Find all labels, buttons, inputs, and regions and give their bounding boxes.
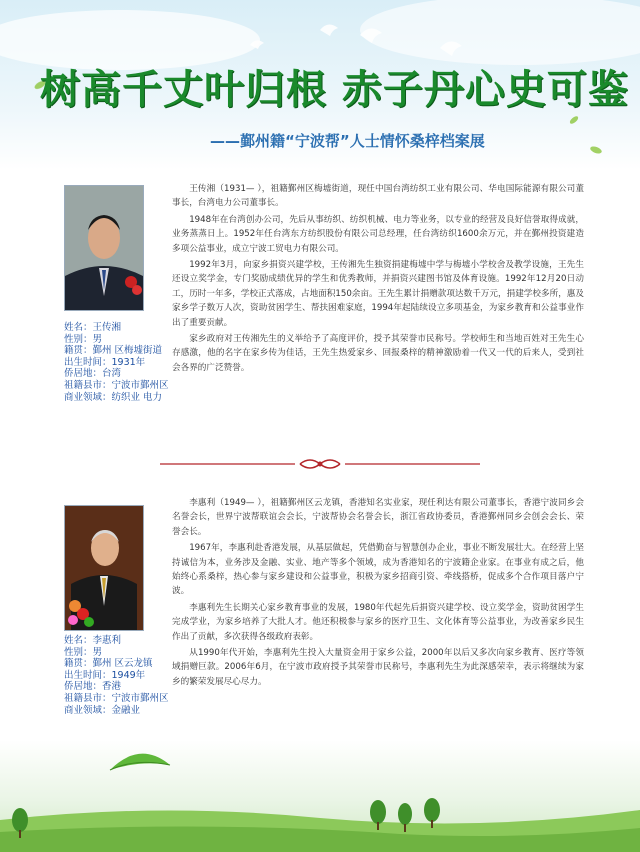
- ornament-divider: [160, 458, 480, 470]
- info-origin: 籍贯：鄞州 区云龙镇: [64, 658, 153, 670]
- info-gender: 性别：男: [64, 646, 103, 658]
- person-2-bio: [172, 496, 584, 724]
- page-title: 树高千丈叶归根 赤子丹心史可鉴: [40, 66, 629, 113]
- bio-paragraph: 1992年3月，向家乡捐资兴建学校，王传湘先生独资捐建梅墟中学与梅墟小学校舍及教学设施，王先生还设立奖学金，专门奖励成绩优异的学生和优秀教师，并捐资兴建图书馆及体育设施。1992年12月20日动工，历时一年多，学校正式落成，占地面积150余亩。王先生累计捐赠款项达数千万元，捐建学校多所，惠及家乡学子数万人次，资助贫困学生、帮扶困难家庭，1994年起陆续设立多项基金，为家乡教育和公益事业作出了重要贡献。: [172, 260, 584, 328]
- info-residence: 侨居地：台湾: [64, 368, 122, 380]
- info-residence: 侨居地：香港: [64, 681, 122, 693]
- info-origin: 籍贯：鄞州 区梅墟街道: [64, 345, 163, 357]
- info-ancestral: 祖籍县市：宁波市鄞州区: [64, 379, 169, 391]
- info-field: 商业领域：金融业: [64, 704, 141, 716]
- bio-paragraph: 李惠利先生长期关心家乡教育事业的发展，1980年代起先后捐资兴建学校、设立奖学金，资助贫困学生完成学业，为家乡培养了大批人才。他还积极参与家乡的医疗卫生、文化体育等公益事业，为改善家乡民生作出了贡献，多次获得各级政府表彰。: [172, 602, 584, 642]
- bio-paragraph: 家乡政府对王传湘先生的义举给予了高度评价，授予其荣誉市民称号。学校师生和当地百姓对王先生心存感激，他的名字在家乡传为佳话，王先生热爱家乡、回报桑梓的精神激励着一代又一代的后来人，受到社会各界的广泛赞誉。: [172, 334, 584, 373]
- info-name: 姓名：王传湘: [64, 322, 122, 333]
- person-1-bio: [172, 182, 584, 444]
- info-birth: 出生时间：1931年: [64, 356, 146, 368]
- portrait-photo-1: [64, 185, 144, 311]
- bio-paragraph: 从1990年代开始，李惠利先生投入大量资金用于家乡公益，2000年以后又多次向家乡教育、医疗等领域捐赠巨款。2006年6月，在宁波市政府授予其荣誉市民称号，李惠利先生为此深感荣幸，表示将继续为家乡的繁荣发展尽心尽力。: [172, 648, 584, 687]
- bio-paragraph: 李惠利（1949— ），祖籍鄞州区云龙镇，香港知名实业家，现任利达有限公司董事长，香港宁波同乡会名誉会长，世界宁波帮联谊会会长，宁波帮协会名誉会长，浙江省政协委员，香港鄞州同乡会创会会长、荣誉会长。: [172, 498, 584, 537]
- portrait-photo-2: [64, 505, 144, 631]
- bio-paragraph: 1967年，李惠利赴香港发展，从基层做起，凭借勤奋与智慧创办企业，事业不断发展壮大。在经营上坚持诚信为本，业务涉及金融、实业、地产等多个领域，成为香港知名的宁波籍企业家。在事业有成之后，他始终心系桑梓，热心参与家乡建设和公益事业，积极为家乡招商引资、牵线搭桥，促成多个合作项目落户宁波。: [172, 543, 584, 597]
- bio-paragraph: 1948年在台湾创办公司，先后从事纺织、纺织机械、电力等业务，以专业的经营及良好信誉取得成就，业务蒸蒸日上。1952年任台湾东方纺织股份有限公司总经理，任台湾纺织1600余万元，并在鄞州投资建造多项公益事业，成立宁波工贸电力有限公司。: [172, 214, 584, 254]
- bio-paragraph: 王传湘（1931— ），祖籍鄞州区梅墟街道，现任中国台湾纺织工业有限公司、华电国际能源有限公司董事长，台湾电力公司董事长。: [172, 184, 584, 209]
- info-ancestral: 祖籍县市：宁波市鄞州区: [64, 692, 169, 704]
- person-2-info: [64, 635, 169, 716]
- person-1-info: [64, 322, 169, 403]
- page-subtitle: ——鄞州籍“宁波帮”人士情怀桑梓档案展: [210, 132, 485, 150]
- footer-landscape: [0, 740, 640, 852]
- info-birth: 出生时间：1949年: [64, 669, 146, 681]
- info-field: 商业领域：纺织业 电力: [64, 391, 163, 403]
- info-name: 姓名：李惠利: [64, 635, 122, 646]
- info-gender: 性别：男: [64, 333, 103, 345]
